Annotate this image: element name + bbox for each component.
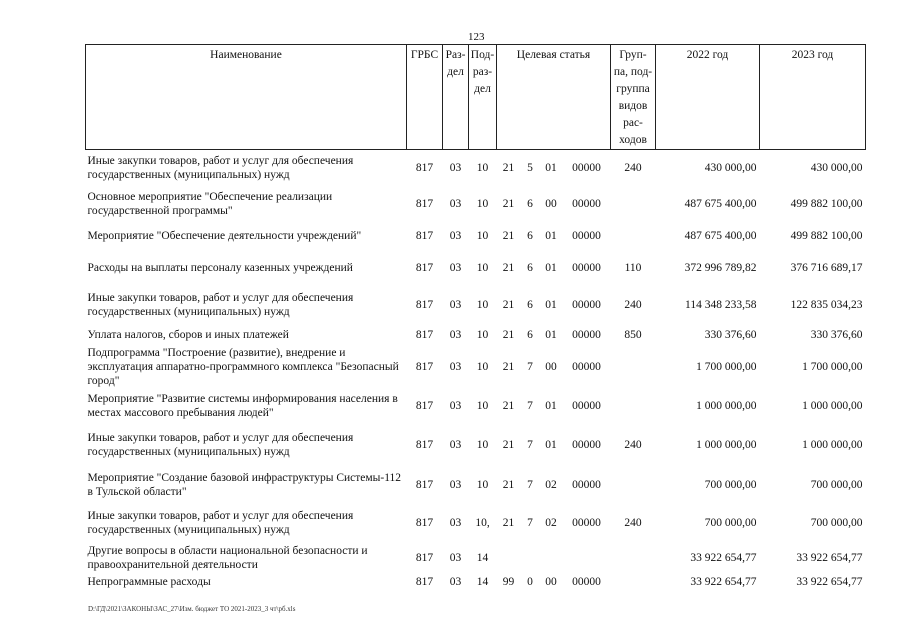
cell-target-subprogram: 0 — [527, 575, 533, 588]
cell-grbs: 817 — [415, 360, 434, 373]
cell-razdel: 03 — [449, 575, 462, 588]
cell-expense-type — [611, 574, 656, 590]
budget-table — [85, 44, 866, 590]
cell-amount-2022: 430 000,00 — [704, 161, 757, 174]
cell-amount-2022: 1 000 000,00 — [696, 399, 757, 412]
cell-target-program: 21 — [502, 261, 515, 274]
cell-target-event: 00 — [545, 575, 557, 588]
cell-target-event: 01 — [545, 161, 557, 174]
cell-expense-type — [611, 186, 656, 222]
cell-expense-type: 240 — [624, 298, 642, 311]
cell-target-program: 21 — [502, 516, 515, 529]
cell-target-subprogram: 6 — [527, 229, 533, 242]
cell-podrazdel: 14 — [476, 575, 489, 588]
cell-razdel: 03 — [449, 516, 462, 529]
cell-podrazdel: 10 — [476, 298, 489, 311]
cell-grbs: 817 — [415, 161, 434, 174]
cell-target-program: 99 — [502, 575, 515, 588]
cell-amount-2023: 376 716 689,17 — [790, 261, 863, 274]
cell-target-event: 01 — [545, 438, 557, 451]
cell-name: Основное мероприятие "Обеспечение реализации государственной программы" — [87, 190, 333, 217]
cell-razdel: 03 — [449, 197, 462, 210]
cell-amount-2023: 1 700 000,00 — [802, 360, 863, 373]
cell-grbs: 817 — [415, 261, 434, 274]
cell-amount-2023: 499 882 100,00 — [790, 229, 863, 242]
cell-target-code: 00000 — [572, 261, 601, 274]
cell-amount-2022: 700 000,00 — [704, 478, 757, 491]
cell-target-program: 21 — [502, 161, 515, 174]
cell-podrazdel: 10 — [476, 261, 489, 274]
cell-target-code: 00000 — [572, 438, 601, 451]
cell-target-code: 00000 — [572, 516, 601, 529]
cell-podrazdel: 10 — [476, 161, 489, 174]
cell-name: Мероприятие "Развитие системы информирования населения в местах массового пребывания людей" — [87, 392, 398, 419]
cell-name: Уплата налогов, сборов и иных платежей — [87, 328, 289, 341]
cell-name: Расходы на выплаты персоналу казенных учреждений — [87, 261, 353, 274]
cell-amount-2022: 1 000 000,00 — [696, 438, 757, 451]
cell-razdel: 03 — [449, 438, 462, 451]
cell-amount-2023: 430 000,00 — [810, 161, 863, 174]
table-row — [86, 388, 866, 424]
header-year-2023: 2023 год — [760, 45, 866, 150]
cell-target-event: 01 — [545, 229, 557, 242]
cell-target-subprogram: 6 — [527, 261, 533, 274]
table-row — [86, 286, 866, 324]
cell-target-code: 00000 — [572, 575, 601, 588]
cell-amount-2022: 114 348 233,58 — [685, 298, 757, 311]
cell-amount-2023: 700 000,00 — [810, 516, 863, 529]
cell-target-code: 00000 — [572, 298, 601, 311]
cell-target-code: 00000 — [572, 328, 601, 341]
cell-expense-type: 240 — [624, 516, 642, 529]
cell-amount-2023: 33 922 654,77 — [796, 575, 863, 588]
cell-expense-type — [611, 388, 656, 424]
cell-target-program: 21 — [502, 328, 515, 341]
cell-amount-2022: 33 922 654,77 — [690, 575, 757, 588]
cell-name: Подпрограмма "Построение (развитие), внедрение и эксплуатация аппаратно-программного комплекса "Безопасный город" — [87, 346, 399, 387]
cell-target-code: 00000 — [572, 360, 601, 373]
table-row — [86, 250, 866, 286]
cell-amount-2023: 122 835 034,23 — [790, 298, 863, 311]
cell-razdel: 03 — [449, 360, 462, 373]
cell-target-subprogram: 7 — [527, 516, 533, 529]
cell-amount-2023: 33 922 654,77 — [796, 551, 863, 564]
cell-target-code: 00000 — [572, 161, 601, 174]
cell-name: Другие вопросы в области национальной безопасности и правоохранительной деятельности — [87, 544, 368, 571]
header-razdel: Раз- дел — [443, 45, 469, 150]
cell-razdel: 03 — [449, 478, 462, 491]
cell-grbs: 817 — [415, 229, 434, 242]
cell-expense-type — [611, 466, 656, 504]
header-name: Наименование — [86, 45, 407, 150]
cell-podrazdel: 10 — [476, 478, 489, 491]
cell-target-subprogram: 7 — [527, 438, 533, 451]
cell-amount-2022: 330 376,60 — [704, 328, 757, 341]
cell-target-event: 00 — [545, 197, 557, 210]
cell-podrazdel: 10 — [476, 197, 489, 210]
table-row — [86, 222, 866, 250]
cell-target-code: 00000 — [572, 478, 601, 491]
cell-podrazdel: 14 — [476, 551, 489, 564]
table-row — [86, 150, 866, 186]
cell-podrazdel: 10 — [476, 328, 489, 341]
header-year-2022: 2022 год — [656, 45, 760, 150]
cell-target-event: 02 — [545, 478, 557, 491]
cell-amount-2023: 330 376,60 — [810, 328, 863, 341]
table-row — [86, 466, 866, 504]
cell-podrazdel: 10 — [476, 360, 489, 373]
cell-podrazdel: 10, — [475, 516, 490, 529]
cell-amount-2023: 1 000 000,00 — [802, 438, 863, 451]
cell-grbs: 817 — [415, 516, 434, 529]
cell-target-subprogram — [521, 542, 540, 574]
cell-grbs: 817 — [415, 298, 434, 311]
cell-name: Мероприятие "Создание базовой инфраструктуры Системы-112 в Тульской области" — [87, 471, 402, 498]
cell-expense-type — [611, 222, 656, 250]
cell-amount-2022: 487 675 400,00 — [684, 197, 757, 210]
cell-target-subprogram: 6 — [527, 197, 533, 210]
table-row — [86, 542, 866, 574]
cell-razdel: 03 — [449, 261, 462, 274]
cell-podrazdel: 10 — [476, 229, 489, 242]
cell-target-code: 00000 — [572, 399, 601, 412]
header-expense-type: Груп- па, под- группа видов рас- ходов — [611, 45, 656, 150]
cell-expense-type: 240 — [624, 438, 642, 451]
cell-razdel: 03 — [449, 161, 462, 174]
cell-razdel: 03 — [449, 551, 462, 564]
cell-name: Иные закупки товаров, работ и услуг для обеспечения государственных (муниципальных) нужд — [87, 431, 354, 458]
header-grbs: ГРБС — [407, 45, 443, 150]
cell-target-program: 21 — [502, 298, 515, 311]
cell-target-event: 01 — [545, 261, 557, 274]
cell-expense-type — [611, 346, 656, 388]
cell-target-subprogram: 7 — [527, 399, 533, 412]
cell-expense-type: 850 — [624, 328, 642, 341]
cell-target-program: 21 — [502, 478, 515, 491]
cell-razdel: 03 — [449, 399, 462, 412]
cell-amount-2022: 700 000,00 — [704, 516, 757, 529]
table-row — [86, 186, 866, 222]
cell-razdel: 03 — [449, 328, 462, 341]
table-row — [86, 346, 866, 388]
cell-target-subprogram: 7 — [527, 360, 533, 373]
cell-target-code: 00000 — [572, 197, 601, 210]
cell-target-program: 21 — [502, 360, 515, 373]
cell-expense-type: 240 — [624, 161, 642, 174]
page-number: 123 — [468, 31, 485, 43]
cell-target-subprogram: 7 — [527, 478, 533, 491]
cell-target-program: 21 — [502, 438, 515, 451]
cell-target-event — [540, 542, 563, 574]
cell-podrazdel: 10 — [476, 399, 489, 412]
cell-grbs: 817 — [415, 551, 434, 564]
cell-target-code — [563, 542, 611, 574]
cell-target-program: 21 — [502, 197, 515, 210]
cell-target-event: 01 — [545, 298, 557, 311]
cell-grbs: 817 — [415, 328, 434, 341]
cell-grbs: 817 — [415, 478, 434, 491]
cell-name: Иные закупки товаров, работ и услуг для обеспечения государственных (муниципальных) нужд — [87, 154, 354, 181]
cell-grbs: 817 — [415, 575, 434, 588]
table-row — [86, 424, 866, 466]
cell-name: Непрограммные расходы — [87, 575, 211, 588]
cell-target-program: 21 — [502, 399, 515, 412]
cell-razdel: 03 — [449, 298, 462, 311]
header-podrazdel: Под- раз- дел — [469, 45, 497, 150]
cell-expense-type — [611, 542, 656, 574]
cell-amount-2022: 372 996 789,82 — [684, 261, 757, 274]
cell-name: Иные закупки товаров, работ и услуг для обеспечения государственных (муниципальных) нужд — [87, 291, 354, 318]
cell-amount-2023: 700 000,00 — [810, 478, 863, 491]
cell-target-event: 02 — [545, 516, 557, 529]
cell-expense-type: 110 — [624, 261, 642, 274]
cell-amount-2022: 487 675 400,00 — [684, 229, 757, 242]
table-header — [86, 45, 866, 150]
cell-target-subprogram: 6 — [527, 328, 533, 341]
table-row — [86, 504, 866, 542]
cell-target-event: 01 — [545, 399, 557, 412]
table-row — [86, 574, 866, 590]
cell-amount-2023: 499 882 100,00 — [790, 197, 863, 210]
cell-target-program: 21 — [502, 229, 515, 242]
table-row — [86, 324, 866, 346]
cell-target-code: 00000 — [572, 229, 601, 242]
cell-name: Мероприятие "Обеспечение деятельности учреждений" — [87, 229, 362, 242]
cell-amount-2022: 33 922 654,77 — [690, 551, 757, 564]
header-target-article: Целевая статья — [497, 45, 611, 150]
cell-target-event: 01 — [545, 328, 557, 341]
cell-podrazdel: 10 — [476, 438, 489, 451]
cell-grbs: 817 — [415, 197, 434, 210]
file-path-footer: D:\ГД\2021\ЗАКОНЫ\ЗАС_27\Изм. бюджет ТО 2021-2023_3 чт\рб.xls — [88, 605, 296, 613]
cell-razdel: 03 — [449, 229, 462, 242]
cell-target-event: 00 — [545, 360, 557, 373]
cell-amount-2022: 1 700 000,00 — [696, 360, 757, 373]
cell-grbs: 817 — [415, 399, 434, 412]
cell-target-subprogram: 6 — [527, 298, 533, 311]
cell-target-program — [497, 542, 521, 574]
cell-amount-2023: 1 000 000,00 — [802, 399, 863, 412]
cell-name: Иные закупки товаров, работ и услуг для обеспечения государственных (муниципальных) нужд — [87, 509, 354, 536]
cell-target-subprogram: 5 — [527, 161, 533, 174]
cell-grbs: 817 — [415, 438, 434, 451]
